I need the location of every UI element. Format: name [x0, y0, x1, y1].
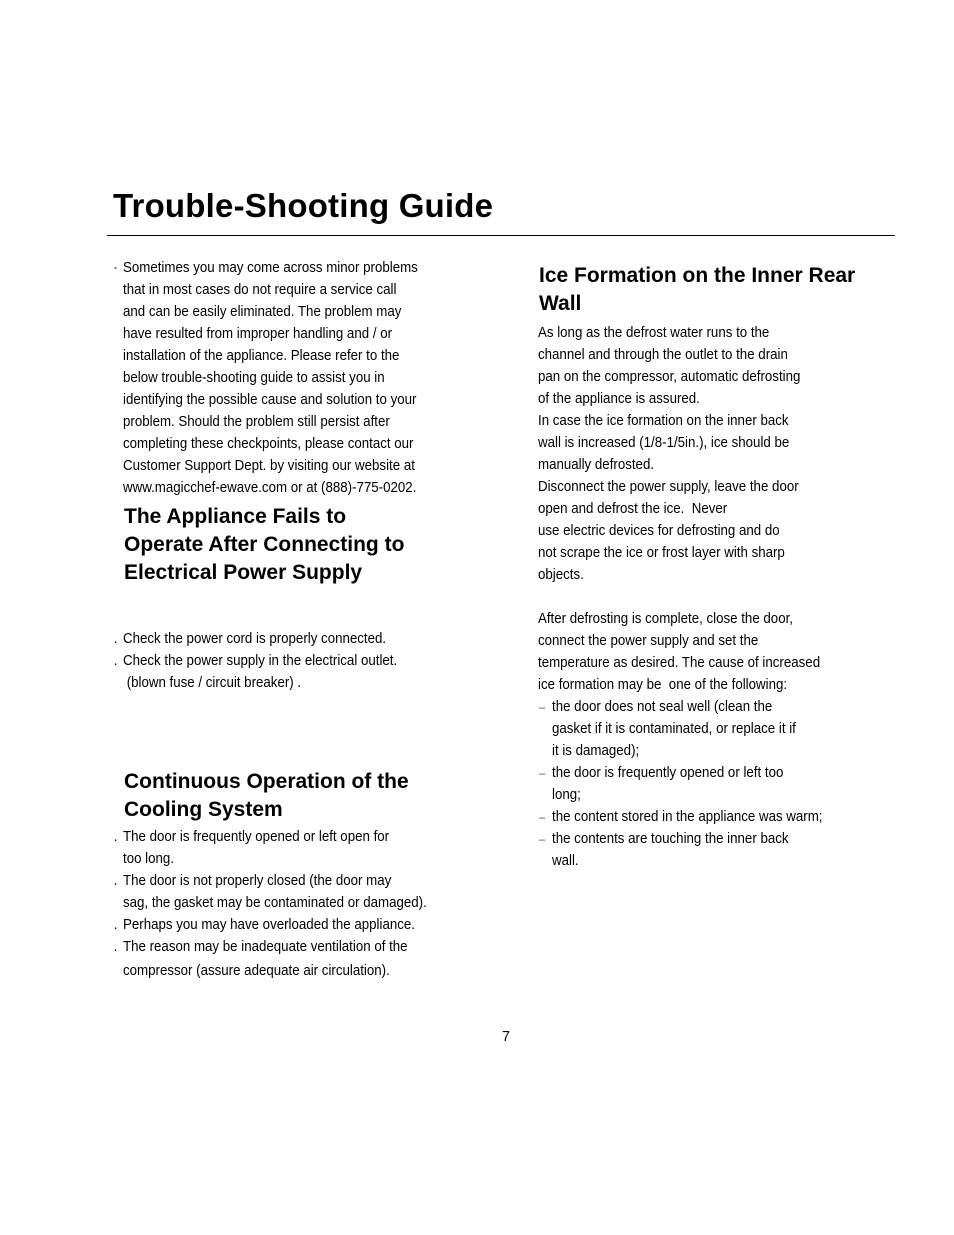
section-continuous-list [113, 826, 463, 982]
list-item: . The reason may be inadequate ventilation of the compressor (assure adequate air circulation). [123, 936, 439, 982]
bullet-marker: . [113, 873, 118, 889]
list-item: – the contents are touching the inner back wall. [552, 828, 859, 872]
title-divider [107, 235, 895, 236]
section-fails-heading: The Appliance Fails to Operate After Connecting to Electrical Power Supply [124, 505, 405, 584]
dash-marker: – [538, 832, 546, 846]
bullet-marker: . [113, 939, 118, 955]
list-item: . Perhaps you may have overloaded the appliance. [123, 914, 439, 936]
page-number: 7 [502, 1029, 510, 1045]
intro-marker: - [113, 262, 118, 274]
list-item: . Check the power cord is properly connected. [123, 628, 439, 650]
list-item: . The door is not properly closed (the door may sag, the gasket may be contaminated or damaged). [123, 870, 439, 914]
bullet-marker: . [113, 653, 118, 669]
dash-marker: – [538, 700, 546, 714]
list-item: – the door does not seal well (clean the gasket if it is contaminated, or replace it if it is damaged); [552, 696, 859, 762]
section-ice-paragraph-2: After defrosting is complete, close the door, connect the power supply and set the temperature as desired. The cause of increased ice formation may be one of the following: [538, 611, 821, 693]
section-continuous-heading: Continuous Operation of the Cooling System [124, 770, 409, 821]
section-ice-causes [538, 696, 882, 872]
section-fails-list [113, 628, 463, 694]
list-item: – the content stored in the appliance was warm; [552, 806, 859, 828]
intro-paragraph: - Sometimes you may come across minor problems that in most cases do not require a service call and can be easily eliminated. The problem may have resulted from improper handling and / or installation of the appliance. Please refer to the below trouble-shooting guide to assist you in identifying the possible cause and solution to your problem. Should the problem still persist after completing these checkpoints, please contact our Customer Support Dept. by visiting our website at www.magicchef-ewave.com or at (888)-775-0202. [123, 257, 439, 499]
list-item: – the door is frequently opened or left too long; [552, 762, 859, 806]
section-ice-paragraph-1: As long as the defrost water runs to the channel and through the outlet to the drain pan on the compressor, automatic defrosting of the appliance is assured. In case the ice formation on the inner back wall is increased (1/8-1/5in.), ice should be manually defrosted. Disconnect the power supply, leave the door open and defrost the ice. Never use electric devices for defrosting and do not scrape the ice or frost layer with sharp objects. [538, 325, 801, 583]
section-ice-heading: Ice Formation on the Inner Rear Wall [539, 264, 856, 315]
intro-block [113, 257, 463, 499]
dash-marker: – [538, 810, 546, 824]
list-item: . Check the power supply in the electrical outlet. (blown fuse / circuit breaker) . [123, 650, 439, 694]
bullet-marker: . [113, 631, 118, 647]
bullet-marker: . [113, 829, 118, 845]
bullet-marker: . [113, 917, 118, 933]
page-title: Trouble-Shooting Guide [113, 187, 494, 224]
list-item: . The door is frequently opened or left open for too long. [123, 826, 439, 870]
dash-marker: – [538, 766, 546, 780]
